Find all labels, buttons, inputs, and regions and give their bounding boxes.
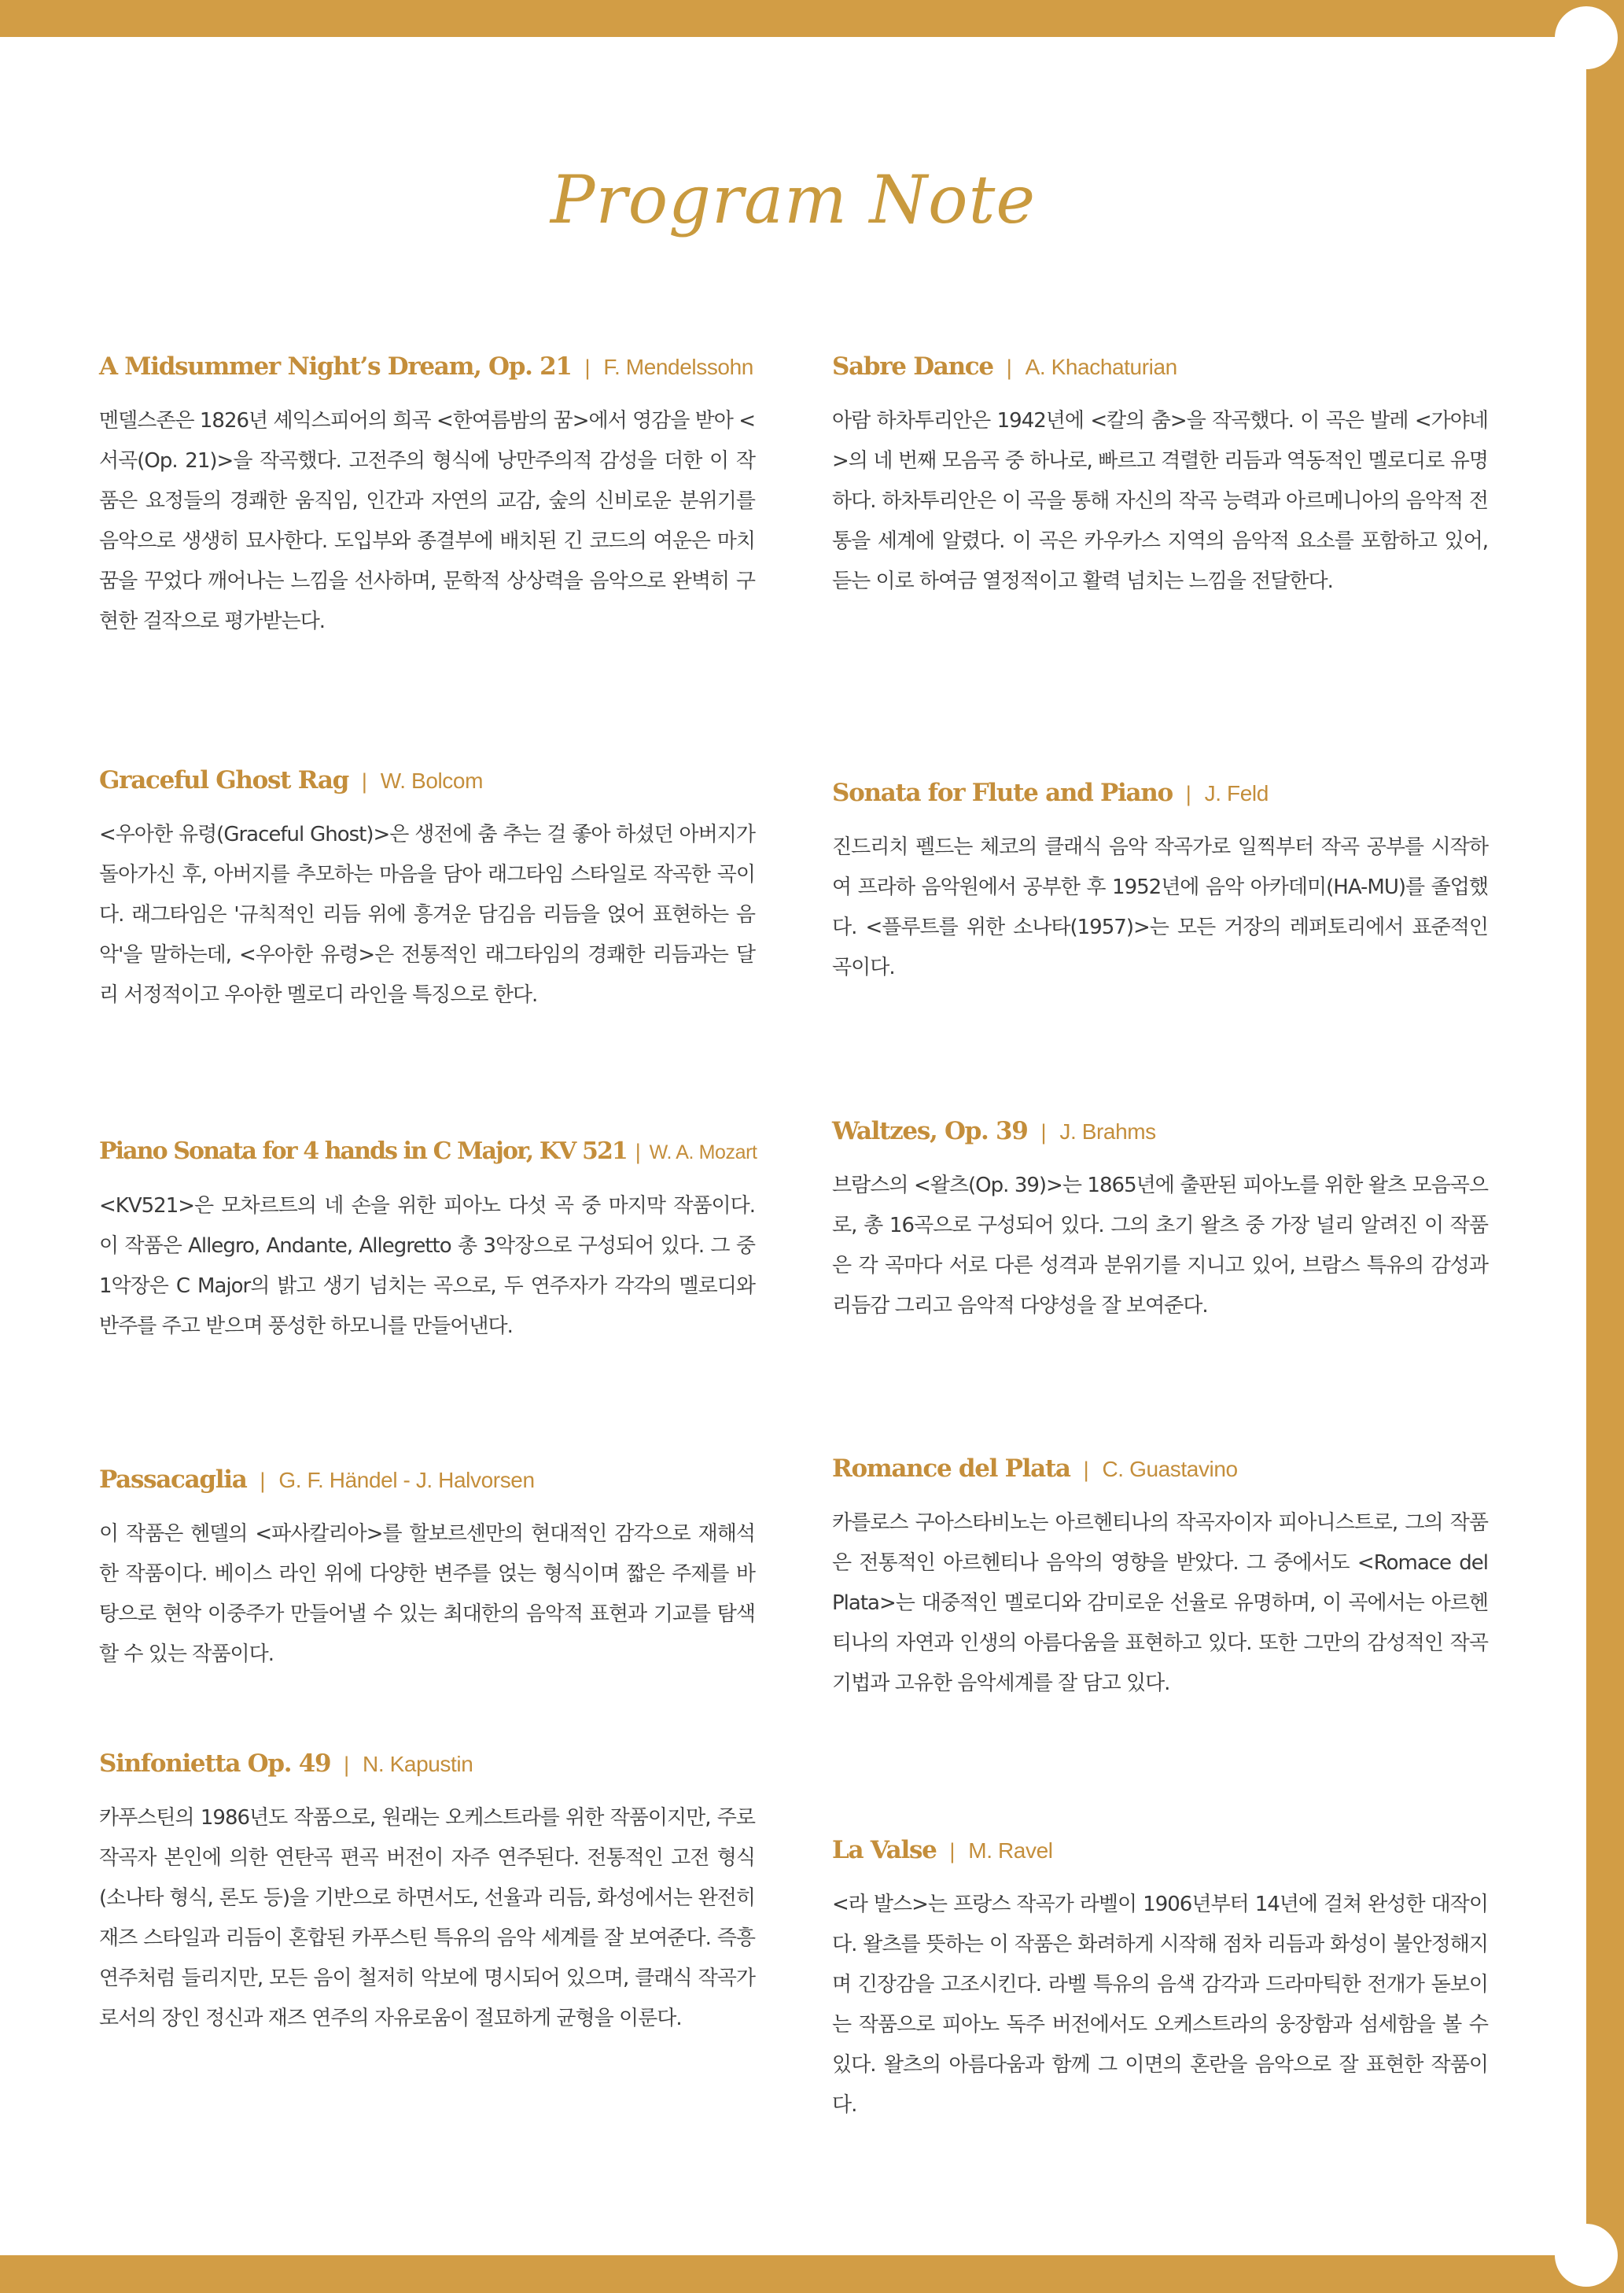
piece-description: <우아한 유령(Graceful Ghost)>은 생전에 춤 추는 걸 좋아 하셨던 아버지가 돌아가신 후, 아버지를 추모하는 마음을 담아 래그타임 스타일로 작곡한 곡이다. 래그타임은 '규칙적인 리듬 위에 흥겨운 담김음 리듬을 얹어 표현하는 음악'을 말하는데, <우아한 유령>은 전통적인 래그타임의 경쾌한 리듬과는 달리 서정적이고 우아한 멜로디 라인을 특징으로 한다. — [99, 823, 755, 1007]
piece-description: <KV521>은 모차르트의 네 손을 위한 피아노 다섯 곡 중 마지막 작품이다. 이 작품은 Allegro, Andante, Allegretto 총 3악장으로 구성되어 있다. 그 중 1악장은 C Major의 밝고 생기 넘치는 곡으로, 두 연주자가 각각의 멜로디와 반주를 주고 받으며 풍성한 하모니를 만들어낸다. — [99, 1194, 755, 1338]
separator: | — [584, 356, 591, 380]
piece-title: A Midsummer Night’s Dream, Op. 21 — [99, 352, 572, 381]
piece-brahms — [832, 1117, 1488, 1326]
piece-composer: F. Mendelssohn — [603, 355, 753, 379]
piece-title: Romance del Plata — [832, 1454, 1070, 1483]
piece-feld — [832, 779, 1488, 988]
piece-composer: N. Kapustin — [363, 1752, 473, 1776]
piece-mendelssohn — [99, 352, 755, 642]
piece-composer: W. A. Mozart — [649, 1141, 757, 1163]
separator: | — [1184, 783, 1192, 806]
gold-frame-right — [1586, 0, 1624, 2293]
separator: | — [1082, 1458, 1090, 1482]
piece-title: Passacaglia — [99, 1465, 247, 1494]
separator: | — [1040, 1121, 1048, 1145]
piece-title: La Valse — [832, 1836, 937, 1864]
separator: | — [343, 1753, 351, 1777]
piece-title: Sinfonietta Op. 49 — [99, 1749, 331, 1778]
frame-corner-bottom-right — [1555, 2224, 1618, 2287]
piece-composer: W. Bolcom — [380, 769, 484, 793]
piece-bolcom — [99, 766, 755, 1016]
piece-title: Graceful Ghost Rag — [99, 766, 349, 794]
gold-frame-top — [0, 0, 1624, 37]
piece-title: Sonata for Flute and Piano — [832, 779, 1173, 807]
piece-guastavino — [832, 1454, 1488, 1704]
piece-description: 브람스의 <왈츠(Op. 39)>는 1865년에 출판된 피아노를 위한 왈츠 모음곡으로, 총 16곡으로 구성되어 있다. 그의 초기 왈츠 중 가장 널리 알려진 이 작품은 각 곡마다 서로 다른 성격과 분위기를 지니고 있어, 브람스 특유의 감성과 리듬감 그리고 음악적 다양성을 잘 보여준다. — [832, 1174, 1488, 1318]
piece-composer: M. Ravel — [968, 1838, 1053, 1863]
piece-description: 아람 하차투리안은 1942년에 <칼의 춤>을 작곡했다. 이 곡은 발레 <가야네>의 네 번째 모음곡 중 하나로, 빠르고 격렬한 리듬과 역동적인 멜로디로 유명하다. 하차투리안은 이 곡을 통해 자신의 작곡 능력과 아르메니아의 음악적 전통을 세계에 알렸다. 이 곡은 카우카스 지역의 음악적 요소를 포함하고 있어, 듣는 이로 하여금 열정적이고 활력 넘치는 느낌을 전달한다. — [832, 409, 1488, 593]
piece-khachaturian — [832, 352, 1488, 602]
piece-ravel — [832, 1836, 1488, 2125]
separator: | — [259, 1469, 267, 1493]
separator: | — [1005, 356, 1013, 380]
piece-description: 카를로스 구아스타비노는 아르헨티나의 작곡자이자 피아니스트로, 그의 작품은 전통적인 아르헨티나 음악의 영향을 받았다. 그 중에서도 <Romace del Plata>는 대중적인 멜로디와 감미로운 선율로 유명하며, 이 곡에서는 아르헨티나의 자연과 인생의 아름다움을 표현하고 있다. 또한 그만의 감성적인 작곡 기법과 고유한 음악세계를 잘 담고 있다. — [832, 1511, 1488, 1695]
piece-handel-halvorsen — [99, 1465, 755, 1675]
piece-description: 멘델스존은 1826년 셰익스피어의 희곡 <한여름밤의 꿈>에서 영감을 받아 <서곡(Op. 21)>을 작곡했다. 고전주의 형식에 낭만주의적 감성을 더한 이 작품은 요정들의 경쾌한 움직임, 인간과 자연의 교감, 숲의 신비로운 분위기를 음악으로 생생히 묘사한다. 도입부와 종결부에 배치된 긴 코드의 여운은 마치 꿈을 꾸었다 깨어나는 느낌을 선사하며, 문학적 상상력을 음악으로 완벽히 구현한 걸작으로 평가받는다. — [99, 409, 755, 633]
piece-kapustin — [99, 1749, 755, 2039]
piece-description: 진드리치 펠드는 체코의 클래식 음악 작곡가로 일찍부터 작곡 공부를 시작하여 프라하 음악원에서 공부한 후 1952년에 음악 아카데미(HA-MU)를 졸업했다. <플루트를 위한 소나타(1957)>는 모든 거장의 레퍼토리에서 표준적인 곡이다. — [832, 835, 1488, 979]
piece-composer: C. Guastavino — [1102, 1457, 1238, 1481]
piece-description: 이 작품은 헨델의 <파사칼리아>를 할보르센만의 현대적인 감각으로 재해석한 작품이다. 베이스 라인 위에 다양한 변주를 얹는 형식이며 짧은 주제를 바탕으로 현악 이중주가 만들어낼 수 있는 최대한의 음악적 표현과 기교를 탐색할 수 있는 작품이다. — [99, 1522, 755, 1666]
piece-composer: J. Feld — [1204, 781, 1269, 805]
piece-composer: J. Brahms — [1059, 1119, 1156, 1144]
separator: | — [634, 1141, 642, 1164]
piece-title: Sabre Dance — [832, 352, 993, 381]
piece-composer: G. F. Händel - J. Halvorsen — [278, 1468, 535, 1492]
piece-composer: A. Khachaturian — [1025, 355, 1177, 379]
gold-frame-bottom — [0, 2255, 1624, 2293]
frame-corner-top-right — [1555, 6, 1618, 69]
separator: | — [361, 770, 368, 794]
piece-title: Waltzes, Op. 39 — [832, 1117, 1028, 1145]
page-title: Program Note — [550, 161, 1037, 238]
piece-mozart — [99, 1137, 755, 1347]
piece-title: Piano Sonata for 4 hands in C Major, KV 521 — [99, 1137, 627, 1165]
piece-description: <라 발스>는 프랑스 작곡가 라벨이 1906년부터 14년에 걸쳐 완성한 대작이다. 왈츠를 뜻하는 이 작품은 화려하게 시작해 점차 리듬과 화성이 불안정해지며 긴장감을 고조시킨다. 라벨 특유의 음색 감각과 드라마틱한 전개가 돋보이는 작품으로 피아노 독주 버전에서도 오케스트라의 웅장함과 섬세함을 볼 수 있다. 왈츠의 아름다움과 함께 그 이면의 혼란을 음악으로 잘 표현한 작품이다. — [832, 1893, 1488, 2117]
separator: | — [948, 1840, 956, 1864]
piece-description: 카푸스틴의 1986년도 작품으로, 원래는 오케스트라를 위한 작품이지만, 주로 작곡자 본인에 의한 연탄곡 편곡 버전이 자주 연주된다. 전통적인 고전 형식(소나타 형식, 론도 등)을 기반으로 하면서도, 선율과 리듬, 화성에서는 완전히 재즈 스타일과 리듬이 혼합된 카푸스틴 특유의 음악 세계를 잘 보여준다. 즉흥 연주처럼 들리지만, 모든 음이 철저히 악보에 명시되어 있으며, 클래식 작곡가로서의 장인 정신과 재즈 연주의 자유로움이 절묘하게 균형을 이룬다. — [99, 1806, 755, 2030]
